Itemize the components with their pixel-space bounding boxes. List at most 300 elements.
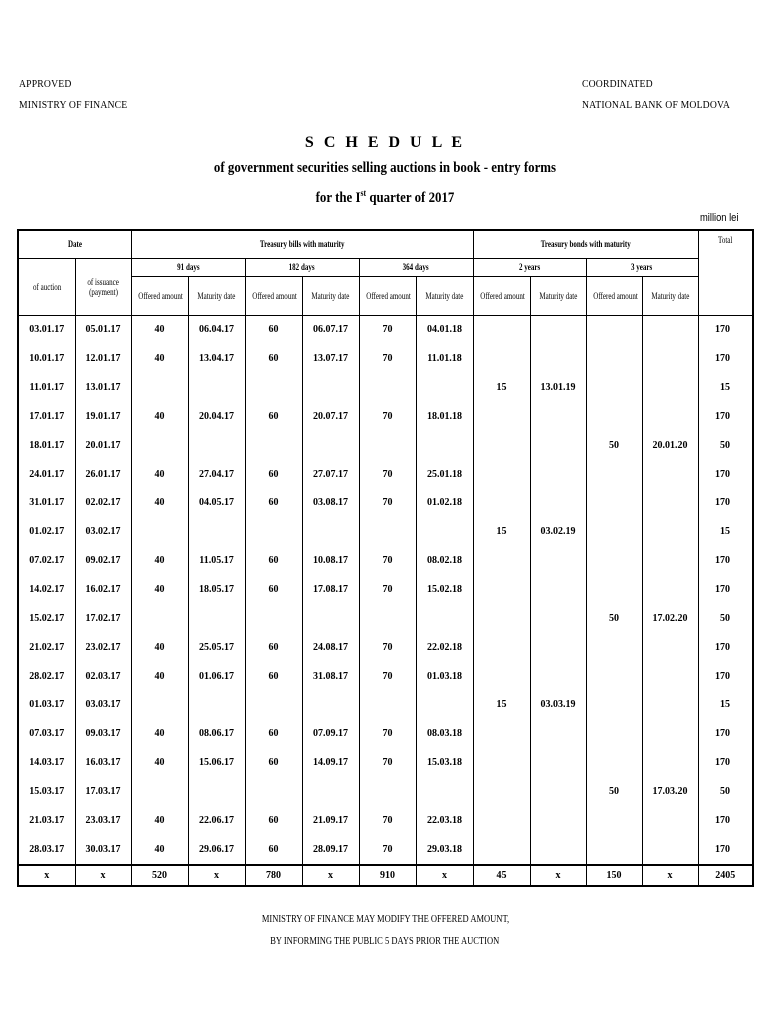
table-cell: 14.09.17	[302, 748, 359, 777]
table-row	[18, 633, 753, 662]
table-cell: 40	[131, 402, 188, 431]
table-cell	[131, 777, 188, 806]
header-2-years: 2 years	[473, 258, 586, 276]
table-row	[18, 517, 753, 546]
table-cell	[245, 690, 302, 719]
table-cell: 70	[359, 402, 416, 431]
table-cell: 70	[359, 662, 416, 691]
table-cell	[131, 431, 188, 460]
table-cell: 19.01.17	[75, 402, 131, 431]
table-cell: 60	[245, 806, 302, 835]
table-row	[18, 575, 753, 604]
header-offered-amount: Offered amount	[473, 276, 530, 315]
table-cell: 03.08.17	[302, 489, 359, 518]
table-cell	[642, 690, 698, 719]
total-cell: x	[188, 865, 245, 886]
table-cell: 170	[698, 575, 753, 604]
table-cell	[302, 517, 359, 546]
table-cell: 01.02.18	[416, 489, 473, 518]
table-cell	[473, 431, 530, 460]
table-cell	[586, 806, 642, 835]
header-maturity-date: Maturity date	[530, 276, 586, 315]
table-cell	[530, 460, 586, 489]
table-cell: 18.05.17	[188, 575, 245, 604]
table-cell	[473, 344, 530, 373]
table-cell	[245, 604, 302, 633]
table-cell: 170	[698, 835, 753, 865]
coordinated-label: COORDINATED	[582, 78, 653, 90]
table-cell: 14.03.17	[18, 748, 75, 777]
table-cell: 23.03.17	[75, 806, 131, 835]
table-cell: 16.02.17	[75, 575, 131, 604]
table-row	[18, 777, 753, 806]
table-cell: 21.03.17	[18, 806, 75, 835]
table-cell	[530, 633, 586, 662]
table-cell	[642, 460, 698, 489]
table-cell: 50	[698, 604, 753, 633]
table-cell: 24.08.17	[302, 633, 359, 662]
table-cell: 04.05.17	[188, 489, 245, 518]
table-cell: 170	[698, 344, 753, 373]
table-cell: 15.02.17	[18, 604, 75, 633]
table-cell	[530, 662, 586, 691]
table-cell: 17.08.17	[302, 575, 359, 604]
table-cell: 70	[359, 344, 416, 373]
table-cell	[473, 315, 530, 344]
table-cell	[473, 806, 530, 835]
table-cell: 22.06.17	[188, 806, 245, 835]
table-cell: 50	[586, 431, 642, 460]
period-sup: st	[360, 188, 367, 198]
header-364-days: 364 days	[359, 258, 473, 276]
table-cell: 70	[359, 460, 416, 489]
table-cell: 40	[131, 835, 188, 865]
table-cell: 40	[131, 315, 188, 344]
table-cell	[642, 662, 698, 691]
table-cell: 40	[131, 489, 188, 518]
table-cell	[473, 777, 530, 806]
header-3-years: 3 years	[586, 258, 698, 276]
table-cell: 60	[245, 748, 302, 777]
table-cell: 15	[698, 373, 753, 402]
table-cell	[131, 373, 188, 402]
header-offered-amount: Offered amount	[359, 276, 416, 315]
table-cell	[530, 806, 586, 835]
table-cell	[642, 806, 698, 835]
table-cell	[302, 690, 359, 719]
table-row	[18, 604, 753, 633]
table-cell: 17.02.17	[75, 604, 131, 633]
table-cell	[530, 315, 586, 344]
table-cell: 11.01.17	[18, 373, 75, 402]
table-cell: 01.02.17	[18, 517, 75, 546]
table-cell: 03.02.17	[75, 517, 131, 546]
total-cell: 520	[131, 865, 188, 886]
table-cell: 09.02.17	[75, 546, 131, 575]
table-cell: 31.01.17	[18, 489, 75, 518]
table-cell	[416, 373, 473, 402]
table-cell	[530, 402, 586, 431]
table-cell: 60	[245, 489, 302, 518]
table-cell: 01.06.17	[188, 662, 245, 691]
approved-block	[19, 74, 127, 116]
table-cell	[416, 517, 473, 546]
table-cell: 13.01.17	[75, 373, 131, 402]
table-row	[18, 546, 753, 575]
table-cell: 60	[245, 546, 302, 575]
table-cell: 13.04.17	[188, 344, 245, 373]
table-row	[18, 431, 753, 460]
table-cell	[473, 489, 530, 518]
table-cell	[302, 373, 359, 402]
table-cell	[530, 489, 586, 518]
header-maturity-date: Maturity date	[188, 276, 245, 315]
schedule-rows	[18, 315, 753, 865]
table-cell: 03.01.17	[18, 315, 75, 344]
table-cell	[586, 690, 642, 719]
table-cell: 30.03.17	[75, 835, 131, 865]
table-cell: 17.01.17	[18, 402, 75, 431]
table-cell	[188, 690, 245, 719]
table-cell: 40	[131, 806, 188, 835]
period-post: quarter of 2017	[366, 190, 455, 206]
table-cell	[586, 373, 642, 402]
table-cell	[586, 748, 642, 777]
table-cell: 28.03.17	[18, 835, 75, 865]
table-cell	[473, 662, 530, 691]
table-cell: 70	[359, 835, 416, 865]
table-cell: 60	[245, 575, 302, 604]
table-cell: 22.03.18	[416, 806, 473, 835]
header-treasury-bills: Treasury bills with maturity	[131, 230, 473, 258]
table-cell	[245, 431, 302, 460]
table-cell: 15.02.18	[416, 575, 473, 604]
table-cell	[416, 777, 473, 806]
table-cell	[188, 373, 245, 402]
header-offered-amount: Offered amount	[586, 276, 642, 315]
table-cell: 31.08.17	[302, 662, 359, 691]
table-row	[18, 690, 753, 719]
header-treasury-bonds: Treasury bonds with maturity	[473, 230, 698, 258]
table-cell: 40	[131, 575, 188, 604]
table-cell	[416, 431, 473, 460]
table-cell	[530, 748, 586, 777]
table-cell: 25.01.18	[416, 460, 473, 489]
table-cell: 170	[698, 806, 753, 835]
table-cell: 170	[698, 489, 753, 518]
table-cell	[530, 575, 586, 604]
table-cell	[302, 431, 359, 460]
table-cell: 40	[131, 344, 188, 373]
table-cell	[586, 344, 642, 373]
table-cell: 170	[698, 315, 753, 344]
total-cell: 2405	[698, 865, 753, 886]
table-cell	[642, 748, 698, 777]
table-cell: 15.06.17	[188, 748, 245, 777]
table-cell: 170	[698, 748, 753, 777]
table-cell	[131, 690, 188, 719]
table-cell	[473, 835, 530, 865]
table-cell: 27.07.17	[302, 460, 359, 489]
table-cell: 07.09.17	[302, 719, 359, 748]
table-cell	[586, 835, 642, 865]
table-row	[18, 373, 753, 402]
table-cell	[530, 546, 586, 575]
table-cell: 08.06.17	[188, 719, 245, 748]
table-cell: 40	[131, 460, 188, 489]
table-cell	[530, 431, 586, 460]
table-cell	[473, 546, 530, 575]
table-cell: 170	[698, 546, 753, 575]
table-cell: 15	[473, 517, 530, 546]
national-bank-label: NATIONAL BANK OF MOLDOVA	[582, 99, 731, 111]
table-cell	[642, 546, 698, 575]
table-cell	[586, 517, 642, 546]
table-cell: 60	[245, 835, 302, 865]
table-cell: 06.07.17	[302, 315, 359, 344]
table-row	[18, 460, 753, 489]
ministry-label: MINISTRY OF FINANCE	[19, 99, 128, 111]
table-cell	[359, 690, 416, 719]
table-row	[18, 344, 753, 373]
table-cell: 14.02.17	[18, 575, 75, 604]
table-cell: 15	[698, 517, 753, 546]
table-row	[18, 662, 753, 691]
table-row	[18, 835, 753, 865]
header-maturity-date: Maturity date	[416, 276, 473, 315]
table-cell	[642, 517, 698, 546]
header-offered-amount: Offered amount	[245, 276, 302, 315]
total-cell: x	[18, 865, 75, 886]
auction-schedule-table	[17, 229, 754, 887]
table-cell: 11.01.18	[416, 344, 473, 373]
schedule-subtitle: of government securities selling auctions in book - entry forms	[213, 160, 557, 176]
table-cell	[302, 604, 359, 633]
table-cell: 70	[359, 806, 416, 835]
table-cell	[359, 373, 416, 402]
footer-line-1: MINISTRY OF FINANCE MAY MODIFY THE OFFERED AMOUNT,	[261, 914, 509, 925]
table-cell	[586, 402, 642, 431]
table-cell: 70	[359, 719, 416, 748]
table-cell	[530, 835, 586, 865]
table-cell: 09.03.17	[75, 719, 131, 748]
table-cell: 11.05.17	[188, 546, 245, 575]
table-cell: 18.01.18	[416, 402, 473, 431]
table-cell	[188, 517, 245, 546]
table-cell: 27.04.17	[188, 460, 245, 489]
table-cell: 05.01.17	[75, 315, 131, 344]
table-cell: 28.02.17	[18, 662, 75, 691]
header-maturity-date: Maturity date	[642, 276, 698, 315]
total-cell: 780	[245, 865, 302, 886]
table-cell: 70	[359, 575, 416, 604]
table-cell	[642, 373, 698, 402]
table-cell	[642, 344, 698, 373]
table-cell	[586, 575, 642, 604]
table-cell	[642, 719, 698, 748]
table-row	[18, 402, 753, 431]
table-cell: 40	[131, 748, 188, 777]
table-cell: 03.02.19	[530, 517, 586, 546]
table-cell	[188, 777, 245, 806]
table-cell: 60	[245, 633, 302, 662]
table-cell	[473, 402, 530, 431]
total-cell: x	[302, 865, 359, 886]
table-cell	[642, 489, 698, 518]
table-cell	[473, 575, 530, 604]
table-cell: 23.02.17	[75, 633, 131, 662]
table-cell: 08.03.18	[416, 719, 473, 748]
table-cell	[359, 517, 416, 546]
table-cell: 60	[245, 344, 302, 373]
total-cell: x	[642, 865, 698, 886]
table-cell: 06.04.17	[188, 315, 245, 344]
table-cell: 60	[245, 460, 302, 489]
table-cell: 50	[586, 604, 642, 633]
totals-row	[18, 865, 753, 886]
table-cell	[359, 777, 416, 806]
table-cell	[642, 402, 698, 431]
table-cell	[642, 575, 698, 604]
table-cell	[642, 633, 698, 662]
table-cell	[586, 662, 642, 691]
table-cell: 29.06.17	[188, 835, 245, 865]
table-cell: 70	[359, 546, 416, 575]
table-cell: 170	[698, 402, 753, 431]
table-cell: 03.03.19	[530, 690, 586, 719]
table-cell: 10.08.17	[302, 546, 359, 575]
total-cell: x	[75, 865, 131, 886]
table-cell: 07.03.17	[18, 719, 75, 748]
table-row	[18, 315, 753, 344]
table-cell: 20.01.17	[75, 431, 131, 460]
table-cell	[586, 489, 642, 518]
table-cell: 20.04.17	[188, 402, 245, 431]
table-cell: 15	[698, 690, 753, 719]
table-cell	[245, 777, 302, 806]
table-cell	[131, 517, 188, 546]
table-cell	[245, 517, 302, 546]
table-cell: 40	[131, 662, 188, 691]
table-cell: 02.03.17	[75, 662, 131, 691]
table-cell: 03.03.17	[75, 690, 131, 719]
table-cell: 15	[473, 690, 530, 719]
table-cell: 21.02.17	[18, 633, 75, 662]
table-cell	[188, 604, 245, 633]
table-cell: 22.02.18	[416, 633, 473, 662]
total-cell: x	[530, 865, 586, 886]
total-cell: x	[416, 865, 473, 886]
table-cell	[642, 835, 698, 865]
table-cell: 17.03.20	[642, 777, 698, 806]
table-cell: 60	[245, 719, 302, 748]
table-cell: 01.03.17	[18, 690, 75, 719]
table-cell: 21.09.17	[302, 806, 359, 835]
table-cell: 20.01.20	[642, 431, 698, 460]
table-cell: 70	[359, 748, 416, 777]
table-cell	[416, 604, 473, 633]
table-cell: 08.02.18	[416, 546, 473, 575]
header-maturity-date: Maturity date	[302, 276, 359, 315]
table-row	[18, 489, 753, 518]
table-cell: 170	[698, 719, 753, 748]
total-cell: 910	[359, 865, 416, 886]
table-cell: 70	[359, 633, 416, 662]
table-cell: 13.01.19	[530, 373, 586, 402]
coordinated-block	[582, 74, 730, 116]
table-cell	[530, 344, 586, 373]
table-cell	[416, 690, 473, 719]
table-cell: 13.07.17	[302, 344, 359, 373]
table-cell: 15.03.18	[416, 748, 473, 777]
table-cell: 10.01.17	[18, 344, 75, 373]
table-cell: 29.03.18	[416, 835, 473, 865]
table-cell	[473, 604, 530, 633]
table-cell: 24.01.17	[18, 460, 75, 489]
table-cell: 02.02.17	[75, 489, 131, 518]
table-cell: 60	[245, 662, 302, 691]
table-cell: 20.07.17	[302, 402, 359, 431]
units-label: million lei	[700, 212, 739, 224]
table-cell	[245, 373, 302, 402]
total-cell: 150	[586, 865, 642, 886]
table-cell	[302, 777, 359, 806]
approved-label: APPROVED	[19, 78, 72, 90]
schedule-period	[54, 188, 716, 207]
table-cell: 28.09.17	[302, 835, 359, 865]
table-cell: 170	[698, 662, 753, 691]
table-cell	[473, 748, 530, 777]
table-cell: 50	[698, 777, 753, 806]
header-of-issuance: of issuance (payment)	[75, 258, 131, 315]
table-cell: 170	[698, 460, 753, 489]
table-cell: 60	[245, 402, 302, 431]
period-pre: for the I	[315, 190, 361, 206]
table-cell	[530, 604, 586, 633]
table-cell: 04.01.18	[416, 315, 473, 344]
schedule-title: S C H E D U L E	[304, 134, 466, 151]
table-cell: 17.03.17	[75, 777, 131, 806]
table-row	[18, 719, 753, 748]
table-cell: 50	[698, 431, 753, 460]
table-cell: 40	[131, 633, 188, 662]
table-cell: 17.02.20	[642, 604, 698, 633]
table-cell	[473, 633, 530, 662]
table-cell: 12.01.17	[75, 344, 131, 373]
total-cell: 45	[473, 865, 530, 886]
table-cell	[586, 546, 642, 575]
table-cell: 70	[359, 489, 416, 518]
table-cell	[586, 633, 642, 662]
table-cell: 15.03.17	[18, 777, 75, 806]
table-row	[18, 806, 753, 835]
table-cell: 26.01.17	[75, 460, 131, 489]
table-row	[18, 748, 753, 777]
table-cell: 40	[131, 546, 188, 575]
header-offered-amount: Offered amount	[131, 276, 188, 315]
table-cell: 15	[473, 373, 530, 402]
table-cell	[131, 604, 188, 633]
header-date: Date	[18, 230, 131, 258]
table-cell	[188, 431, 245, 460]
table-cell: 25.05.17	[188, 633, 245, 662]
table-cell	[586, 315, 642, 344]
table-cell	[359, 431, 416, 460]
table-cell	[530, 777, 586, 806]
header-182-days: 182 days	[245, 258, 359, 276]
table-cell	[359, 604, 416, 633]
table-cell: 70	[359, 315, 416, 344]
